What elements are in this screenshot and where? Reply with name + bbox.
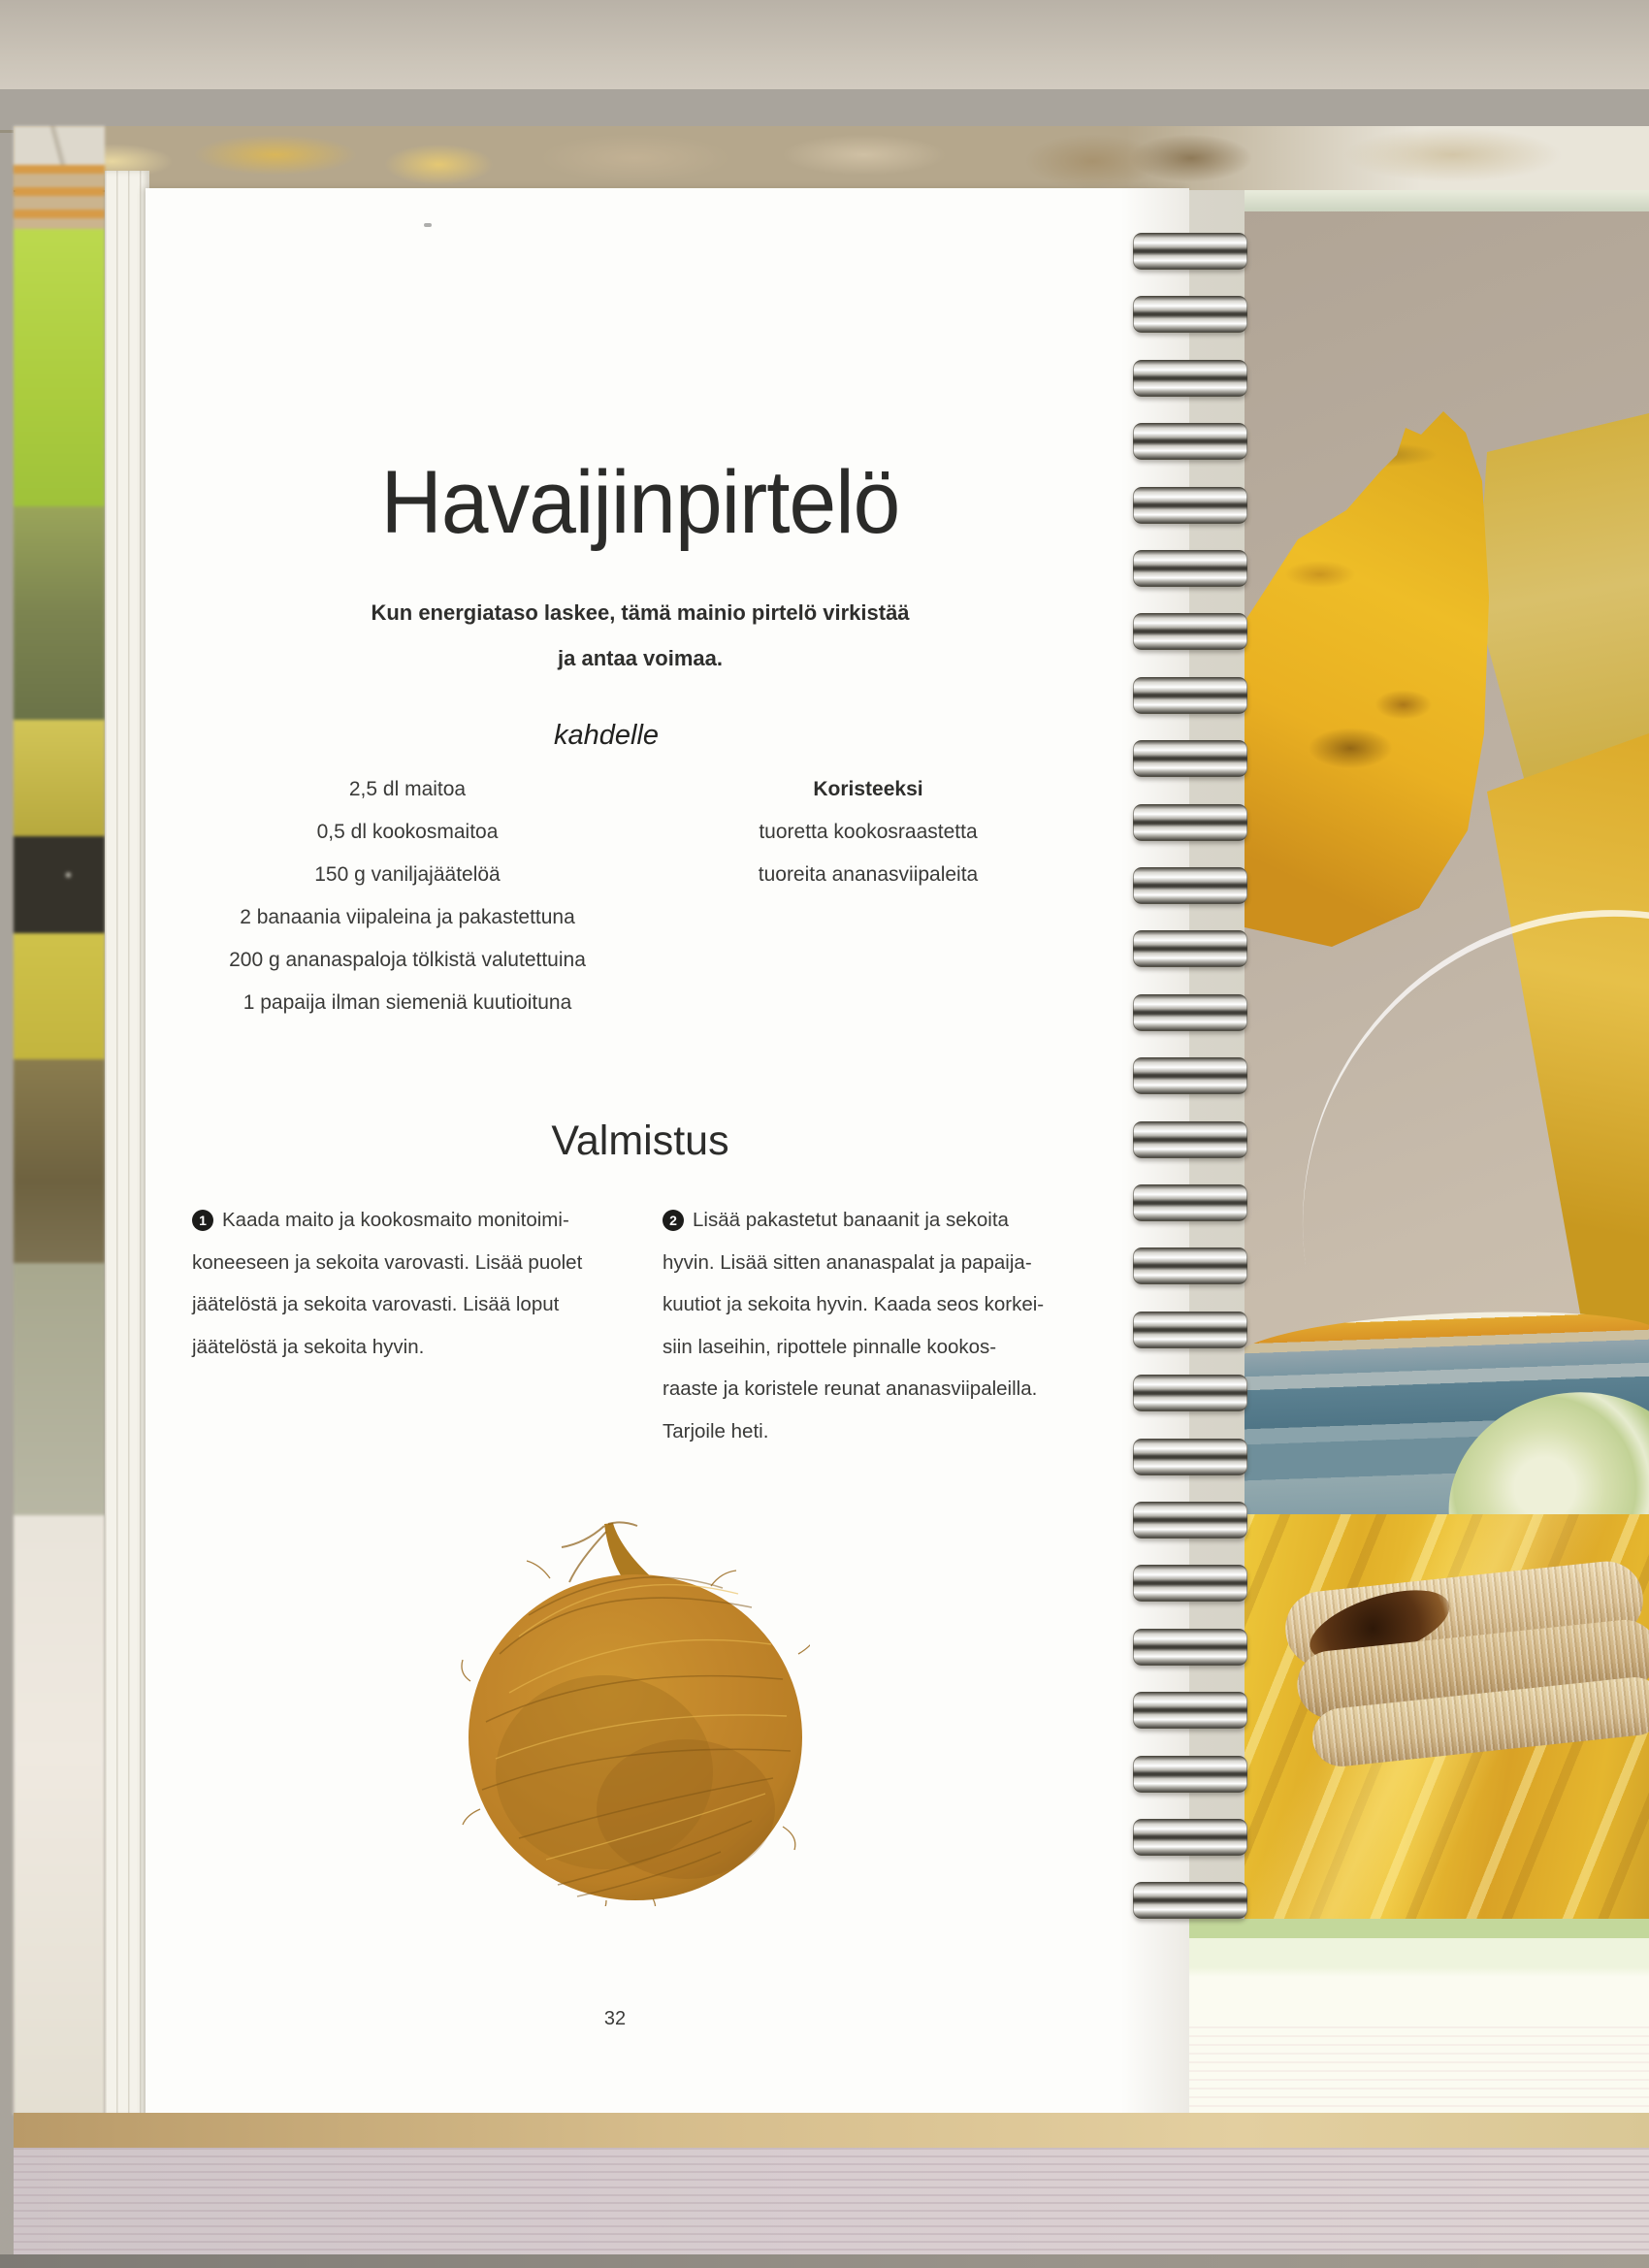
cover-segment bbox=[14, 1059, 105, 1263]
binding-ring bbox=[1133, 804, 1247, 841]
folded-napkin bbox=[1281, 1557, 1649, 1827]
cover-bottom-edge bbox=[14, 2113, 1649, 2148]
binding-ring bbox=[1133, 360, 1247, 397]
binding-ring bbox=[1133, 994, 1247, 1031]
step-line: jäätelöstä ja sekoita hyvin. bbox=[192, 1335, 425, 1358]
binding-ring bbox=[1133, 1692, 1247, 1729]
binding-ring bbox=[1133, 740, 1247, 777]
recipe-intro bbox=[146, 590, 1135, 681]
ingredient-item: 2 banaania viipaleina ja pakastettuna bbox=[240, 906, 575, 928]
intro-line: Kun energiataso laskee, tämä mainio pirtelö virkistää bbox=[371, 600, 910, 625]
ingredient-item: 2,5 dl maitoa bbox=[348, 778, 467, 800]
recipe-content bbox=[146, 188, 1135, 2117]
coconut-image bbox=[461, 1518, 810, 1906]
cover-segment bbox=[14, 126, 105, 165]
step-text: Kaada maito ja kookosmaito monitoimi- bbox=[222, 1209, 569, 1231]
step-line: siin laseihin, ripottele pinnalle kookos- bbox=[663, 1335, 997, 1358]
scanner-background-top bbox=[0, 0, 1649, 89]
cover-photo-strip-top bbox=[14, 126, 1649, 192]
ingredient-item: 150 g vaniljajäätelöä bbox=[314, 863, 501, 886]
binding-ring bbox=[1133, 1184, 1247, 1221]
binding-ring bbox=[1133, 867, 1247, 904]
garnish-heading: Koristeeksi bbox=[813, 778, 923, 800]
binding-ring bbox=[1133, 930, 1247, 967]
garnish-list bbox=[718, 768, 1018, 896]
cover-segment bbox=[14, 506, 105, 720]
photo-page bbox=[1189, 190, 1649, 1919]
cover-segment bbox=[14, 933, 105, 1059]
ingredient-item: 0,5 dl kookosmaitoa bbox=[316, 821, 499, 843]
cover-segment-lime bbox=[14, 229, 105, 506]
photo-page-lower-margin bbox=[1189, 1919, 1649, 2115]
binding-ring bbox=[1133, 1057, 1247, 1094]
step-line: jäätelöstä ja sekoita varovasti. Lisää loput bbox=[192, 1293, 560, 1315]
binding-ring bbox=[1133, 613, 1247, 650]
method-step-1 bbox=[192, 1199, 630, 1368]
cover-segment bbox=[14, 1263, 105, 1515]
binding-ring bbox=[1133, 423, 1247, 460]
intro-line: ja antaa voimaa. bbox=[558, 646, 723, 670]
step-text: Lisää pakastetut banaanit ja sekoita bbox=[693, 1209, 1009, 1231]
binding-ring bbox=[1133, 1882, 1247, 1919]
page-block-bottom-edge bbox=[14, 2148, 1649, 2254]
binding-ring bbox=[1133, 487, 1247, 524]
binding-ring bbox=[1133, 1439, 1247, 1475]
pineapple-wedge bbox=[1245, 411, 1497, 955]
recipe-page bbox=[146, 188, 1189, 2117]
binding-ring bbox=[1133, 1565, 1247, 1602]
scanner-background-bottom bbox=[0, 2254, 1649, 2268]
binding-ring bbox=[1133, 1121, 1247, 1158]
binding-ring bbox=[1133, 1756, 1247, 1793]
binding-ring bbox=[1133, 1502, 1247, 1539]
garnish-item: tuoreita ananasviipaleita bbox=[758, 863, 979, 886]
method-heading: Valmistus bbox=[551, 1118, 729, 1164]
ingredient-item: 200 g ananaspaloja tölkistä valutettuina bbox=[229, 949, 586, 971]
step-line: Tarjoile heti. bbox=[663, 1419, 769, 1442]
page-number: 32 bbox=[603, 2008, 627, 2029]
cover-photo-strip-left bbox=[14, 126, 105, 2115]
page-stack-edge bbox=[105, 171, 149, 2117]
binding-ring bbox=[1133, 677, 1247, 714]
binding-ring bbox=[1133, 1312, 1247, 1348]
ingredient-list bbox=[189, 768, 626, 1024]
method-step-2 bbox=[663, 1199, 1101, 1452]
binding-ring bbox=[1133, 1375, 1247, 1411]
step-line: raaste ja koristele reunat ananasviipaleilla. bbox=[663, 1377, 1038, 1400]
recipe-title: Havaijinpirtelö bbox=[380, 453, 900, 552]
photo-top-strip bbox=[1245, 190, 1649, 211]
step-line bbox=[663, 1199, 1101, 1242]
binding-ring bbox=[1133, 1819, 1247, 1856]
binding-ring bbox=[1133, 1247, 1247, 1284]
binding-ring bbox=[1133, 550, 1247, 587]
step-line: kuutiot ja sekoita hyvin. Kaada seos korkei- bbox=[663, 1293, 1045, 1315]
binding-ring bbox=[1133, 1629, 1247, 1666]
step-number-badge: 1 bbox=[192, 1210, 213, 1231]
spiral-binding bbox=[1133, 0, 1247, 2268]
serving-note: kahdelle bbox=[553, 720, 660, 751]
drink-photo bbox=[1245, 190, 1649, 1919]
ingredient-item: 1 papaija ilman siemeniä kuutioituna bbox=[242, 991, 572, 1014]
step-number-badge: 2 bbox=[663, 1210, 684, 1231]
binding-ring bbox=[1133, 296, 1247, 333]
binding-ring bbox=[1133, 233, 1247, 270]
garnish-item: tuoretta kookosraastetta bbox=[759, 821, 978, 843]
cover-segment bbox=[14, 165, 105, 229]
cover-segment-page-edges bbox=[14, 1515, 105, 2115]
step-line: koneeseen ja sekoita varovasti. Lisää puolet bbox=[192, 1250, 583, 1274]
cover-segment bbox=[14, 720, 105, 836]
step-line bbox=[192, 1199, 630, 1242]
step-line: hyvin. Lisää sitten ananaspalat ja papaija- bbox=[663, 1250, 1032, 1274]
cover-segment bbox=[14, 836, 105, 933]
